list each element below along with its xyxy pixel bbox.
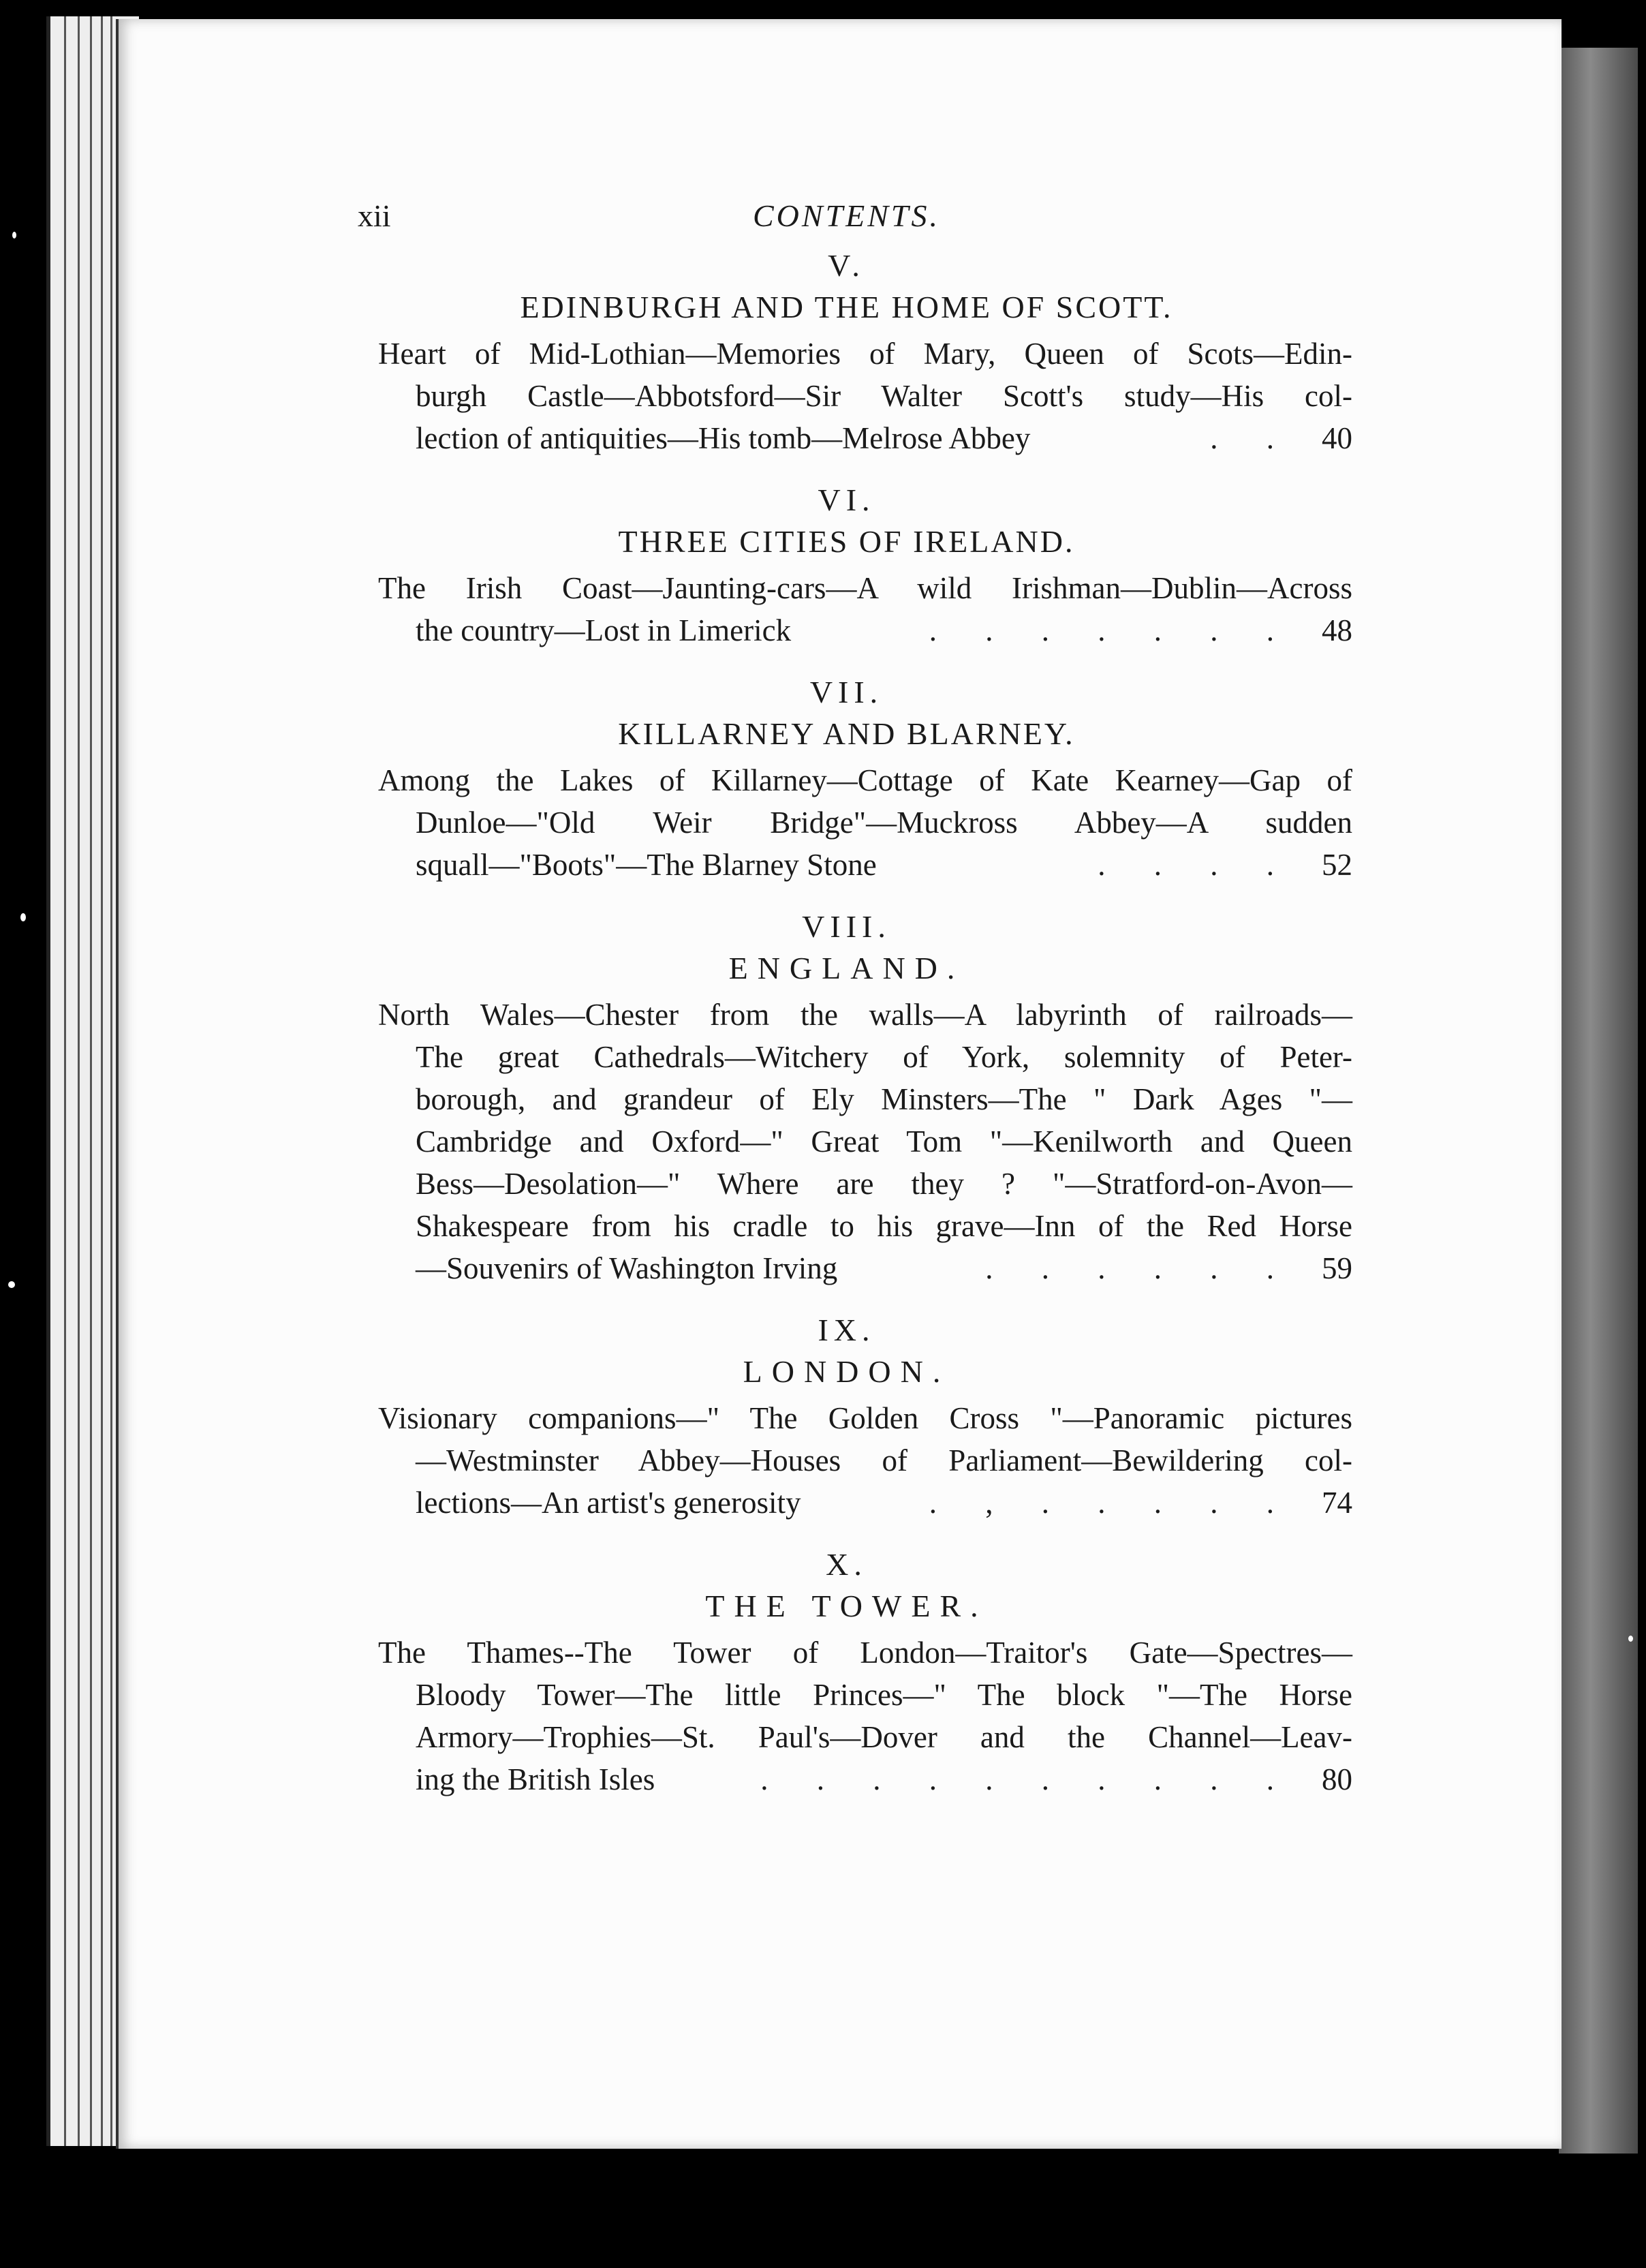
dot-leader: . , . . . . . <box>929 1486 1294 1520</box>
chapter-entry <box>341 245 1352 459</box>
dot-leader: . . . . . . <box>985 1251 1294 1285</box>
scan-speck <box>8 1281 15 1288</box>
summary-line: Visionary companions—" The Golden Cross "—Panoramic pictures <box>378 1401 1352 1435</box>
summary-line: Armory—Trophies—St. Paul's—Dover and the Channel—Leav- <box>416 1720 1352 1754</box>
chapter-numeral: VII. <box>809 675 884 709</box>
chapter-numeral: VIII. <box>802 909 891 944</box>
chapter-numeral: IX. <box>818 1313 875 1347</box>
contents-page <box>341 198 1352 1800</box>
dot-leader: . . <box>1210 421 1294 455</box>
page-number: 40 <box>1322 421 1352 455</box>
summary-line: The Thames--The Tower of London—Traitor's Gate—Spectres— <box>378 1636 1352 1670</box>
summary-line: squall—"Boots"—The Blarney Stone <box>416 848 877 882</box>
summary-line: —Souvenirs of Washington Irving <box>416 1251 838 1285</box>
page-number: 59 <box>1322 1251 1352 1285</box>
summary-line: Bess—Desolation—" Where are they ? "—Stratford-on-Avon— <box>416 1167 1352 1201</box>
chapter-numeral: VI. <box>818 482 875 517</box>
summary-last-line <box>378 609 1352 652</box>
summary-line: lections—An artist's generosity <box>416 1486 801 1520</box>
chapter-numeral: V. <box>828 248 865 283</box>
dot-leader: . . . . <box>1098 848 1294 882</box>
summary-line: The great Cathedrals—Witchery of York, solemnity of Peter- <box>416 1040 1352 1074</box>
chapter-summary <box>341 567 1352 652</box>
chapter-numeral: X. <box>826 1547 867 1582</box>
dot-leader: . . . . . . . . . . <box>760 1762 1294 1796</box>
chapter-summary <box>341 1631 1352 1800</box>
chapter-list <box>341 245 1352 1800</box>
summary-line: ing the British Isles <box>416 1762 655 1796</box>
scan-speck <box>20 913 26 921</box>
summary-line: Bloody Tower—The little Princes—" The block "—The Horse <box>416 1678 1352 1712</box>
summary-line: burgh Castle—Abbotsford—Sir Walter Scott's study—His col- <box>416 379 1352 413</box>
chapter-title: ENGLAND. <box>728 951 965 985</box>
scan-speck <box>12 232 16 239</box>
summary-line: Among the Lakes of Killarney—Cottage of Kate Kearney—Gap of <box>378 763 1352 797</box>
chapter-entry <box>341 1310 1352 1524</box>
dot-leader: . . . . . . . <box>929 613 1294 647</box>
page-number: 52 <box>1322 848 1352 882</box>
summary-line: Heart of Mid-Lothian—Memories of Mary, Queen of Scots—Edin- <box>378 337 1352 371</box>
chapter-title: EDINBURGH AND THE HOME OF SCOTT. <box>520 290 1173 324</box>
summary-line: Cambridge and Oxford—" Great Tom "—Kenilworth and Queen <box>416 1124 1352 1159</box>
chapter-title: THREE CITIES OF IRELAND. <box>618 524 1075 559</box>
chapter-entry <box>341 672 1352 886</box>
chapter-title: LONDON. <box>743 1354 950 1389</box>
summary-last-line <box>378 1758 1352 1800</box>
summary-line: the country—Lost in Limerick <box>416 613 792 647</box>
page-number: 80 <box>1322 1762 1352 1796</box>
running-title: CONTENTS. <box>752 198 941 233</box>
summary-line: lection of antiquities—His tomb—Melrose Abbey <box>416 421 1031 455</box>
page-number: 48 <box>1322 613 1352 647</box>
summary-line: Dunloe—"Old Weir Bridge"—Muckross Abbey—A sudden <box>416 806 1352 840</box>
summary-last-line <box>378 417 1352 459</box>
summary-last-line <box>378 1482 1352 1524</box>
facing-page-edge <box>1559 48 1638 2154</box>
summary-last-line <box>378 844 1352 886</box>
scan-speck <box>1628 1636 1633 1642</box>
chapter-entry <box>341 480 1352 652</box>
chapter-summary <box>341 1397 1352 1524</box>
chapter-title: THE TOWER. <box>705 1589 988 1623</box>
chapter-entry <box>341 906 1352 1289</box>
chapter-title: KILLARNEY AND BLARNEY. <box>618 716 1075 751</box>
page-number: 74 <box>1322 1486 1352 1520</box>
summary-line: Shakespeare from his cradle to his grave—Inn of the Red Horse <box>416 1209 1352 1243</box>
running-head <box>341 198 1352 245</box>
page-folio: xii <box>358 198 391 233</box>
chapter-entry <box>341 1544 1352 1800</box>
summary-line: borough, and grandeur of Ely Minsters—The " Dark Ages "— <box>416 1082 1352 1116</box>
summary-line: North Wales—Chester from the walls—A labyrinth of railroads— <box>378 998 1352 1032</box>
chapter-summary <box>341 333 1352 459</box>
summary-last-line <box>378 1247 1352 1289</box>
chapter-summary <box>341 994 1352 1289</box>
summary-line: The Irish Coast—Jaunting-cars—A wild Irishman—Dublin—Across <box>378 571 1352 605</box>
chapter-summary <box>341 759 1352 886</box>
summary-line: —Westminster Abbey—Houses of Parliament—Bewildering col- <box>416 1443 1352 1477</box>
